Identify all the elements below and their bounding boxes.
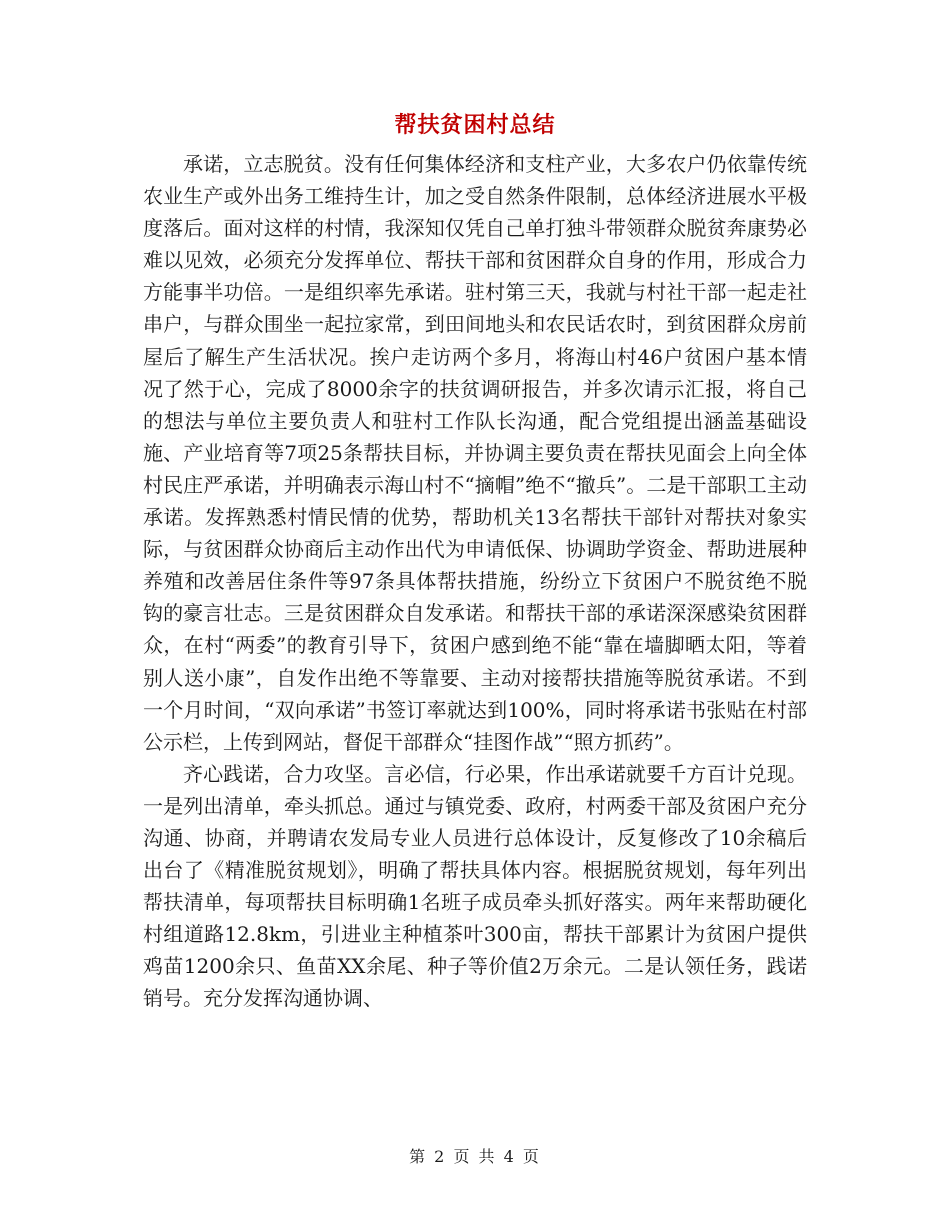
page-number-footer: 第 2 页 共 4 页 bbox=[409, 1147, 541, 1166]
document-body bbox=[143, 148, 807, 1015]
document-title: 帮扶贫困村总结 bbox=[394, 112, 556, 138]
paragraph-fulfillment: 齐心践诺，合力攻坚。言必信，行必果，作出承诺就要千方百计兑现。一是列出清单，牵头抓总。通过与镇党委、政府，村两委干部及贫困户充分沟通、协商，并聘请农发局专业人员进行总体设计，反复修改了10余稿后出台了《精准脱贫规划》，明确了帮扶具体内容。根据脱贫规划，每年列出帮扶清单，每项帮扶目标明确1名班子成员牵头抓好落实。两年来帮助硬化村组道路12.8km，引进业主种植茶叶300亩，帮扶干部累计为贫困户提供鸡苗1200余只、鱼苗XX余尾、种子等价值2万余元。二是认领任务，践诺销号。充分发挥沟通协调、 bbox=[143, 761, 807, 1011]
paragraph-commitment: 承诺，立志脱贫。没有任何集体经济和支柱产业，大多农户仍依靠传统农业生产或外出务工维持生计，加之受自然条件限制，总体经济进展水平极度落后。面对这样的村情，我深知仅凭自己单打独斗带领群众脱贫奔康势必难以见效，必须充分发挥单位、帮扶干部和贫困群众自身的作用，形成合力方能事半功倍。一是组织率先承诺。驻村第三天，我就与村社干部一起走社串户，与群众围坐一起拉家常，到田间地头和农民话农时，到贫困群众房前屋后了解生产生活状况。挨户走访两个多月，将海山村46户贫困户基本情况了然于心，完成了8000余字的扶贫调研报告，并多次请示汇报，将自己的想法与单位主要负责人和驻村工作队长沟通，配合党组提出涵盖基础设施、产业培育等7项25条帮扶目标，并协调主要负责在帮扶见面会上向全体村民庄严承诺，并明确表示海山村不“摘帽”绝不“撤兵”。二是干部职工主动承诺。发挥熟悉村情民情的优势，帮助机关13名帮扶干部针对帮扶对象实际，与贫困群众协商后主动作出代为申请低保、协调助学资金、帮助进展种养殖和改善居住条件等97条具体帮扶措施，纷纷立下贫困户不脱贫绝不脱钩的豪言壮志。三是贫困群众自发承诺。和帮扶干部的承诺深深感染贫困群众，在村“两委”的教育引导下，贫困户感到绝不能“靠在墙脚晒太阳，等着别人送小康”，自发作出绝不等靠要、主动对接帮扶措施等脱贫承诺。不到一个月时间，“双向承诺”书签订率就达到100%，同时将承诺书张贴在村部公示栏，上传到网站，督促干部群众“挂图作战”“照方抓药”。 bbox=[143, 152, 807, 754]
